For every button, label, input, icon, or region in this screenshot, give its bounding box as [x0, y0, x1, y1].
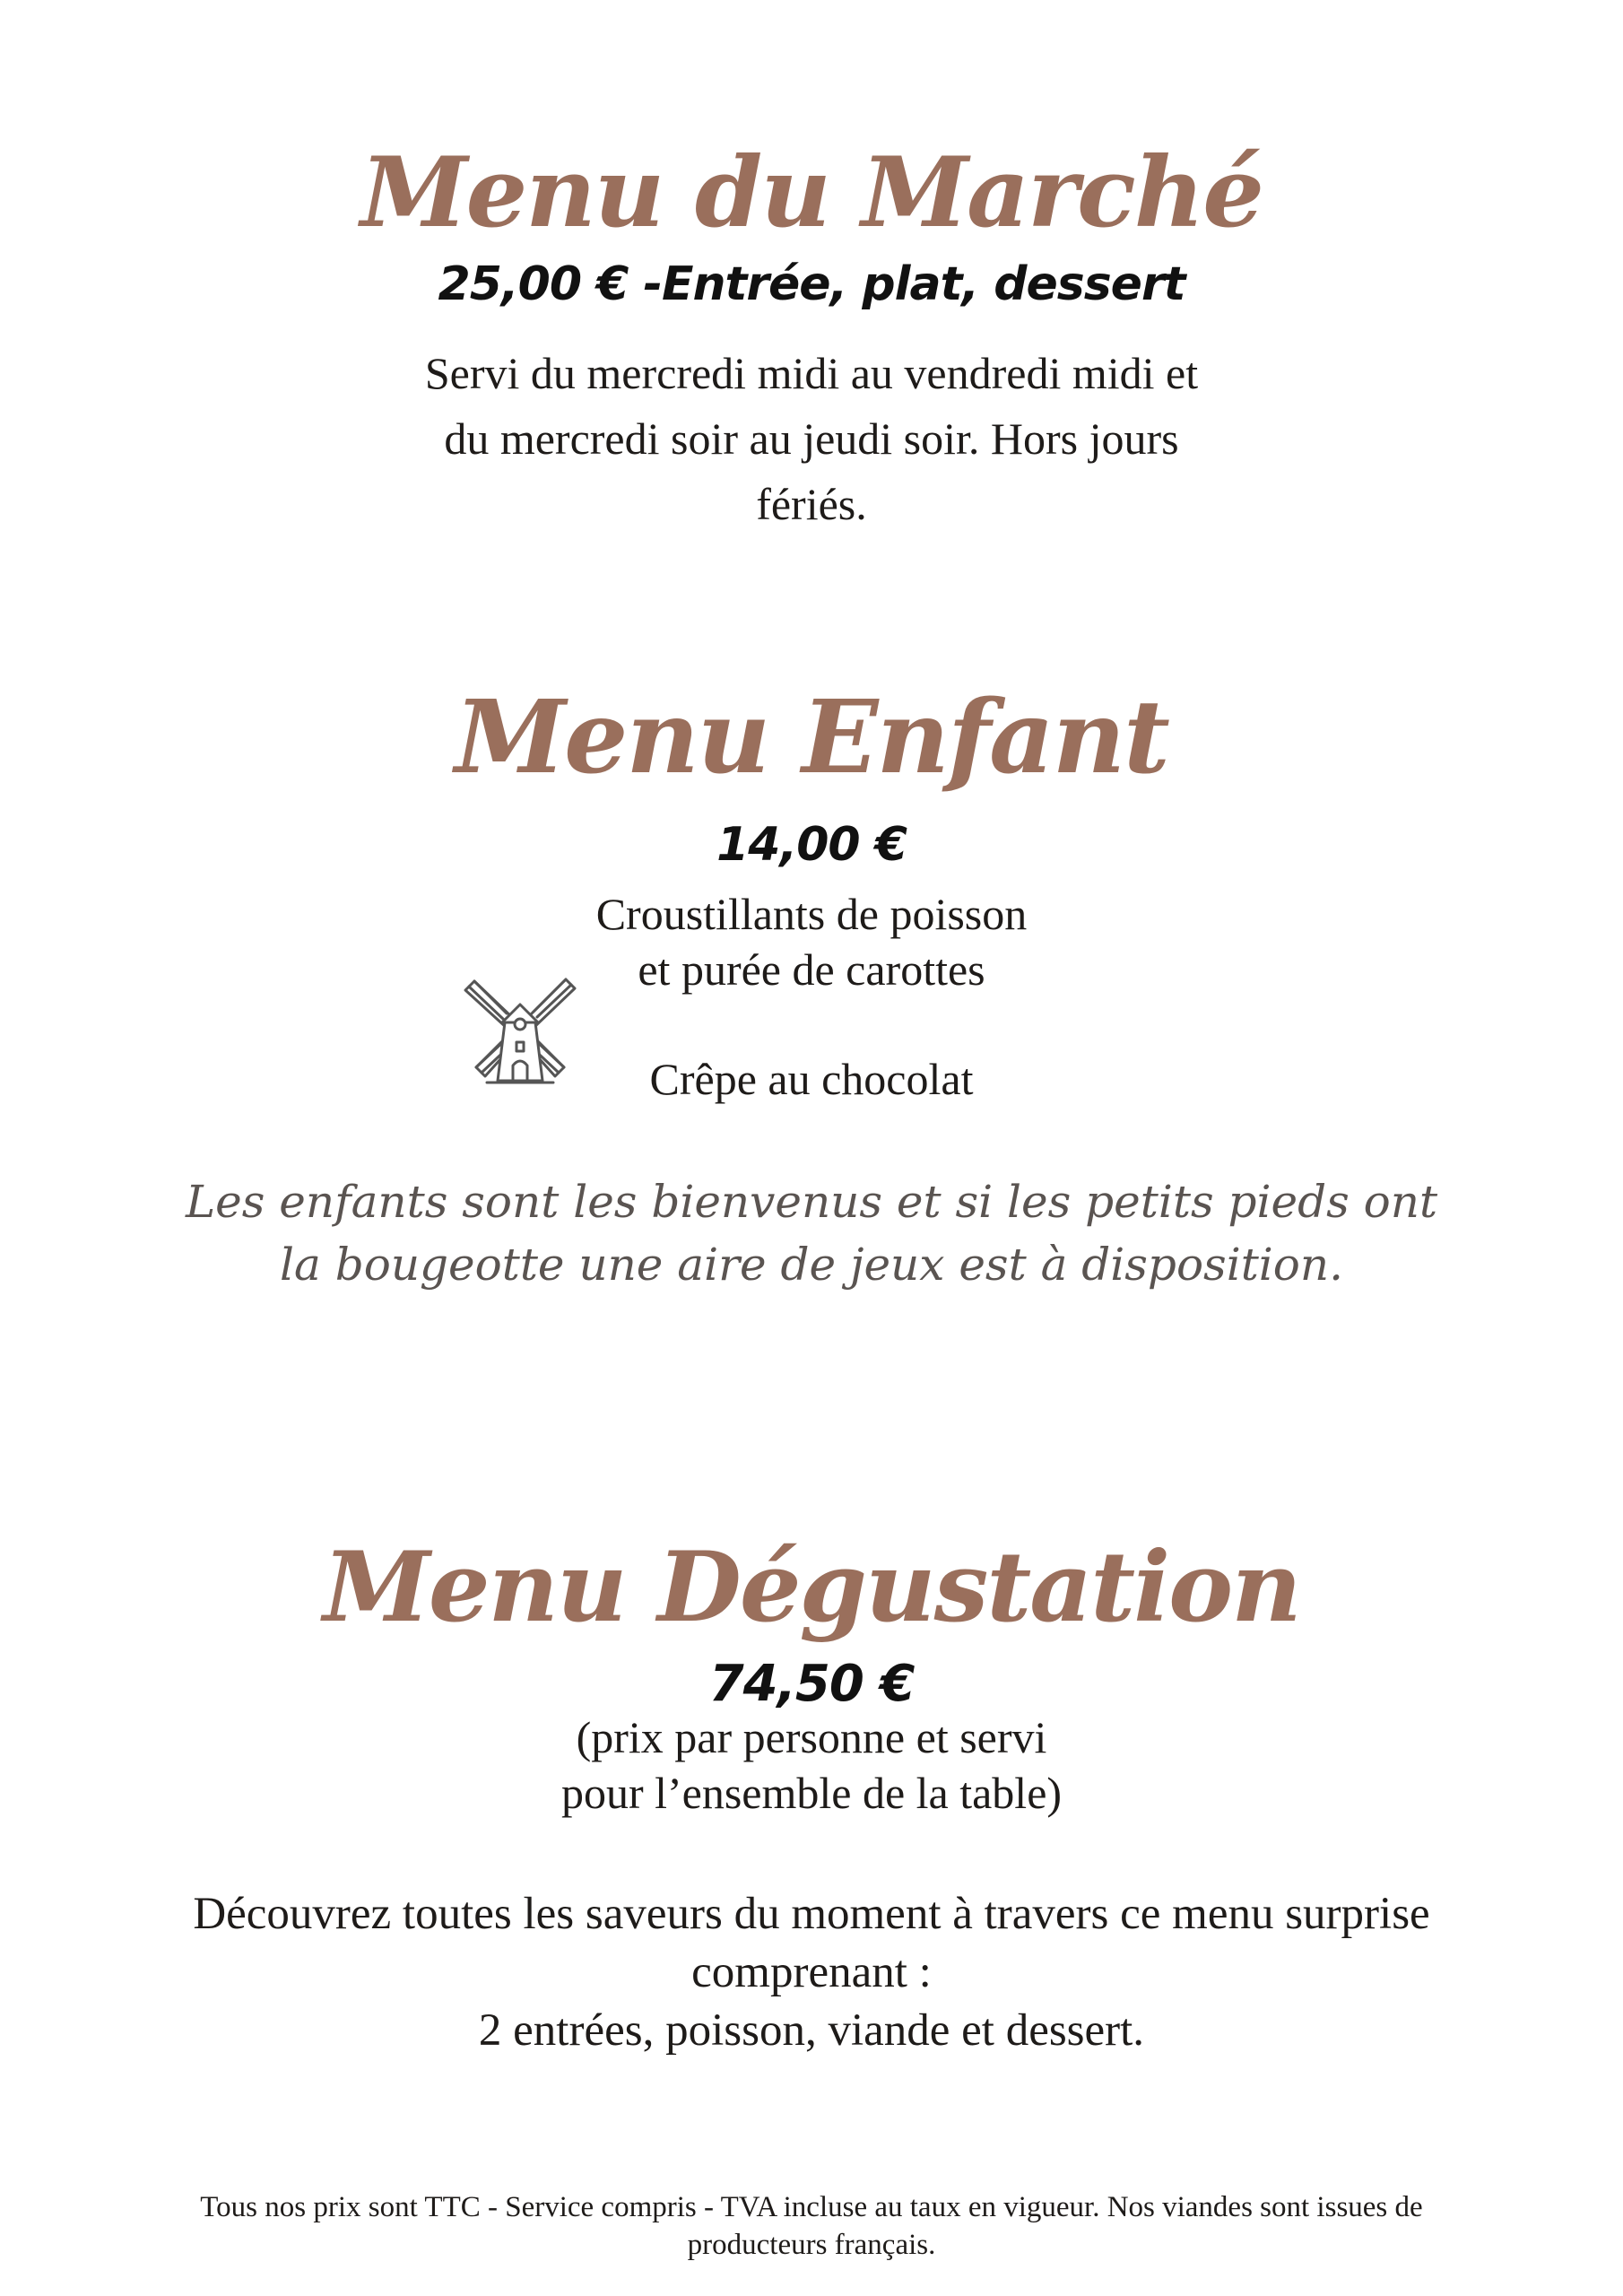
menu-degustation-price: 74,50 € [708, 1655, 915, 1713]
condition-line: pour l’ensemble de la table) [560, 1768, 1063, 1818]
dish-line: et purée de carottes [638, 944, 985, 995]
menu-marche-price: 25,00 € -Entrée, plat, dessert [438, 257, 1185, 311]
menu-degustation-title: Menu Dégustation [323, 1531, 1300, 1644]
menu-enfant-dessert: Crêpe au chocolat [649, 1054, 974, 1104]
description-line: du mercredi soir au jeudi soir. Hors jours [444, 413, 1179, 464]
footer-line: producteurs français. [687, 2229, 936, 2261]
menu-degustation-conditions [0, 1709, 1623, 1821]
description-line: Découvrez toutes les saveurs du moment à travers ce menu surprise [193, 1889, 1430, 1939]
description-line: comprenant : [691, 1947, 932, 1997]
footer-line: Tous nos prix sont TTC - Service compris - TVA incluse au taux en vigueur. Nos viandes sont issues de [200, 2191, 1423, 2223]
dish-line: Croustillants de poisson [595, 889, 1028, 939]
price-footer-note [0, 2188, 1623, 2264]
description-line: fériés. [756, 479, 867, 529]
menu-degustation-description [0, 1885, 1623, 2060]
menu-enfant-dish [0, 886, 1623, 997]
description-line: 2 entrées, poisson, viande et dessert. [478, 2005, 1145, 2056]
condition-line: (prix par personne et servi [576, 1712, 1047, 1762]
windmill-icon [462, 969, 578, 1094]
menu-enfant-price: 14,00 € [716, 818, 907, 872]
note-line: Les enfants sont les bienvenus et si les petits pieds ont [185, 1176, 1438, 1228]
description-line: Servi du mercredi midi au vendredi midi et [424, 348, 1199, 398]
menu-marche-title: Menu du Marché [360, 136, 1263, 249]
menu-enfant-note [0, 1170, 1623, 1296]
menu-enfant-title: Menu Enfant [455, 679, 1168, 796]
menu-marche-description [0, 341, 1623, 537]
note-line: la bougeotte une aire de jeux est à disposition. [280, 1239, 1343, 1291]
